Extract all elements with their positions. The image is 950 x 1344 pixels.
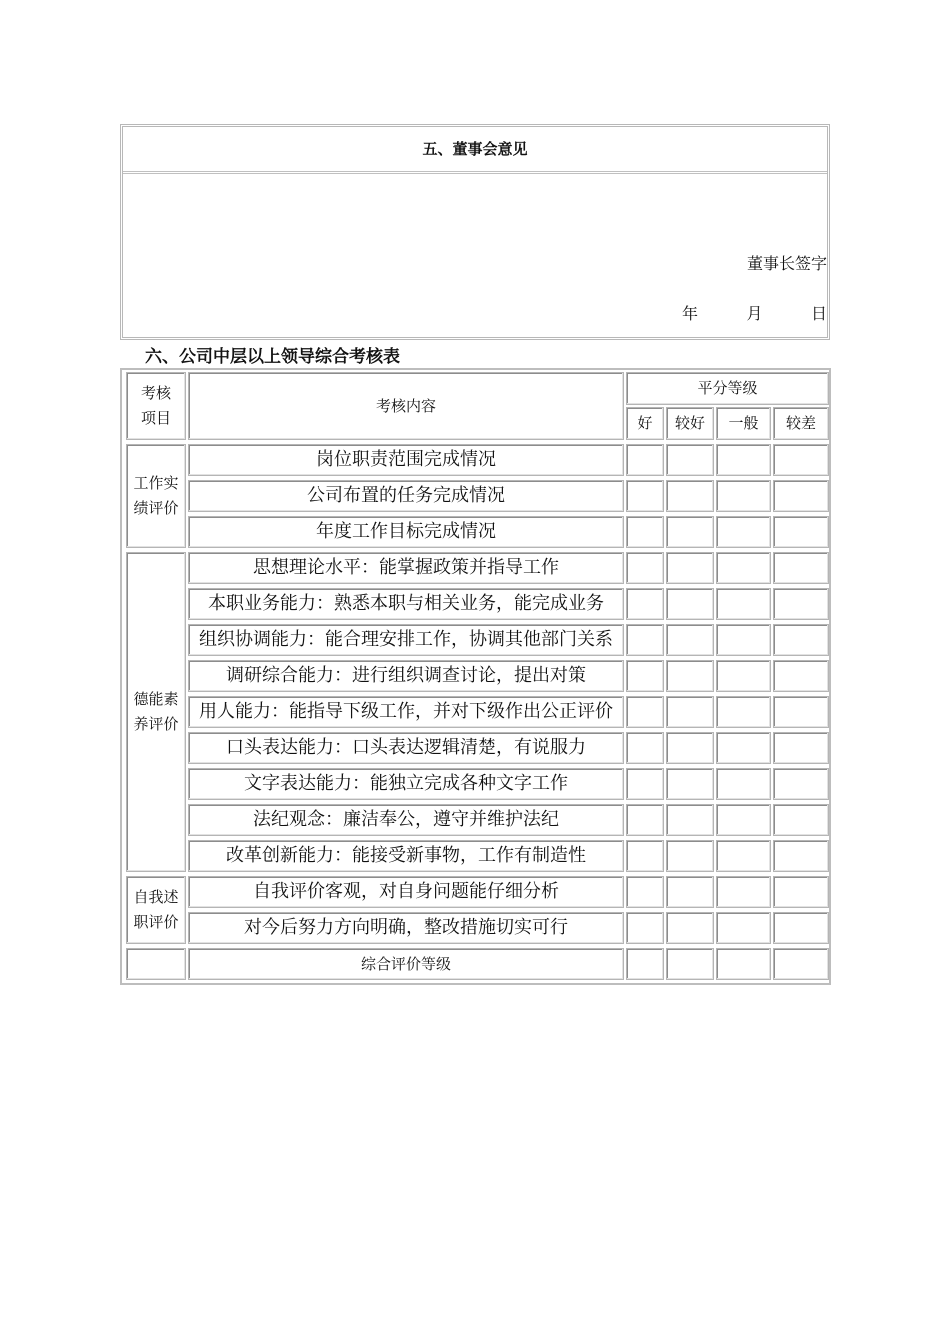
grade-cell-poor[interactable] — [773, 480, 829, 512]
date-day-label: 日 — [810, 304, 827, 323]
header-content-label: 考核内容 — [375, 396, 436, 415]
signature-date — [682, 301, 827, 324]
criterion-text: 用人能力：能指导下级工作，并对下级作出公正评价 — [199, 701, 613, 722]
section-title: 六、公司中层以上领导综合考核表 — [145, 347, 400, 367]
grade-cell-fairly-good[interactable] — [666, 912, 714, 944]
criterion-text: 调研综合能力：进行组织调查讨论，提出对策 — [226, 665, 586, 686]
summary-grade-fairly-good — [666, 948, 714, 980]
grade-cell-poor[interactable] — [773, 444, 829, 476]
evaluation-table — [120, 368, 831, 985]
date-month-label: 月 — [746, 304, 763, 323]
grade-cell-good[interactable] — [626, 660, 664, 692]
criterion-text: 组织协调能力：能合理安排工作，协调其他部门关系 — [199, 629, 613, 650]
grade-cell-poor[interactable] — [773, 804, 829, 836]
grade-cell-fairly-good[interactable] — [666, 624, 714, 656]
criterion-text: 思想理论水平：能掌握政策并指导工作 — [253, 557, 559, 578]
criterion-label — [188, 480, 624, 512]
grade-cell-fairly-good[interactable] — [666, 696, 714, 728]
grade-cell-fairly-good[interactable] — [666, 444, 714, 476]
grade-cell-fairly-good[interactable] — [666, 876, 714, 908]
grade-cell-poor[interactable] — [773, 516, 829, 548]
grade-cell-good[interactable] — [626, 840, 664, 872]
grade-cell-good[interactable] — [626, 912, 664, 944]
grade-cell-good[interactable] — [626, 768, 664, 800]
criterion-text: 对今后努力方向明确，整改措施切实可行 — [244, 917, 568, 938]
grade-cell-average[interactable] — [716, 696, 771, 728]
criterion-text: 文字表达能力：能独立完成各种文字工作 — [244, 773, 568, 794]
grade-cell-poor[interactable] — [773, 732, 829, 764]
chairman-signature-label: 董事长签字 — [746, 254, 827, 273]
grade-cell-average[interactable] — [716, 768, 771, 800]
criterion-label — [188, 444, 624, 476]
grade-cell-poor[interactable] — [773, 876, 829, 908]
criterion-label — [188, 552, 624, 584]
grade-cell-good[interactable] — [626, 804, 664, 836]
criterion-label — [188, 624, 624, 656]
grade-cell-good[interactable] — [626, 624, 664, 656]
grade-cell-average[interactable] — [716, 804, 771, 836]
group-label-performance: 工作实绩评价 — [133, 474, 179, 517]
grade-cell-poor[interactable] — [773, 912, 829, 944]
grade-cell-average[interactable] — [716, 840, 771, 872]
grade-cell-average[interactable] — [716, 876, 771, 908]
criterion-label — [188, 660, 624, 692]
grade-cell-average[interactable] — [716, 732, 771, 764]
grade-average-label: 一般 — [728, 414, 759, 432]
grade-cell-average[interactable] — [716, 912, 771, 944]
grade-cell-poor[interactable] — [773, 840, 829, 872]
grade-cell-fairly-good[interactable] — [666, 768, 714, 800]
criterion-text: 自我评价客观，对自身问题能仔细分析 — [253, 881, 559, 902]
grade-cell-average[interactable] — [716, 444, 771, 476]
grade-cell-fairly-good[interactable] — [666, 840, 714, 872]
grade-cell-fairly-good[interactable] — [666, 480, 714, 512]
criterion-label — [188, 768, 624, 800]
grade-cell-poor[interactable] — [773, 768, 829, 800]
summary-label: 综合评价等级 — [360, 954, 451, 973]
header-item-label: 考核项目 — [140, 384, 171, 427]
grade-cell-fairly-good[interactable] — [666, 552, 714, 584]
criterion-text: 岗位职责范围完成情况 — [316, 449, 496, 470]
criterion-label — [188, 876, 624, 908]
grade-cell-good[interactable] — [626, 588, 664, 620]
criterion-text: 年度工作目标完成情况 — [316, 521, 496, 542]
grade-cell-average[interactable] — [716, 624, 771, 656]
grade-cell-fairly-good[interactable] — [666, 732, 714, 764]
grade-cell-good[interactable] — [626, 696, 664, 728]
criterion-label — [188, 912, 624, 944]
date-year-label: 年 — [682, 304, 699, 323]
criterion-text: 法纪观念：廉洁奉公，遵守并维护法纪 — [253, 809, 559, 830]
grade-good-label: 好 — [637, 414, 653, 432]
grade-cell-good[interactable] — [626, 444, 664, 476]
grade-cell-average[interactable] — [716, 660, 771, 692]
criterion-text: 改革创新能力：能接受新事物，工作有制造性 — [226, 845, 586, 866]
criterion-label — [188, 516, 624, 548]
grade-poor-label: 较差 — [785, 414, 816, 432]
grade-cell-good[interactable] — [626, 480, 664, 512]
criterion-label — [188, 840, 624, 872]
header-score-label: 平分等级 — [697, 379, 758, 397]
summary-grade-good — [626, 948, 664, 980]
grade-cell-good[interactable] — [626, 732, 664, 764]
grade-fairly-good-label: 较好 — [674, 414, 705, 432]
grade-cell-average[interactable] — [716, 588, 771, 620]
grade-cell-poor[interactable] — [773, 660, 829, 692]
group-label-competency: 德能素养评价 — [133, 690, 179, 733]
criterion-label — [188, 696, 624, 728]
grade-cell-fairly-good[interactable] — [666, 660, 714, 692]
grade-cell-fairly-good[interactable] — [666, 516, 714, 548]
summary-grade-average — [716, 948, 771, 980]
grade-cell-poor[interactable] — [773, 624, 829, 656]
summary-grade-poor — [773, 948, 829, 980]
board-opinion-title: 五、董事会意见 — [123, 127, 827, 174]
criterion-label — [188, 804, 624, 836]
grade-cell-fairly-good[interactable] — [666, 804, 714, 836]
grade-cell-good[interactable] — [626, 516, 664, 548]
criterion-text: 口头表达能力：口头表达逻辑清楚，有说服力 — [226, 737, 586, 758]
grade-cell-average[interactable] — [716, 552, 771, 584]
grade-cell-poor[interactable] — [773, 588, 829, 620]
grade-cell-fairly-good[interactable] — [666, 588, 714, 620]
criterion-label — [188, 732, 624, 764]
grade-cell-average[interactable] — [716, 480, 771, 512]
grade-cell-average[interactable] — [716, 516, 771, 548]
grade-cell-good[interactable] — [626, 552, 664, 584]
group-label-self-review: 自我述职评价 — [133, 888, 179, 931]
criterion-text: 公司布置的任务完成情况 — [307, 485, 505, 506]
criterion-text: 本职业务能力：熟悉本职与相关业务，能完成业务 — [208, 593, 604, 614]
criterion-label — [188, 588, 624, 620]
summary-item-cell — [126, 948, 186, 980]
grade-cell-good[interactable] — [626, 876, 664, 908]
board-opinion-box — [120, 124, 830, 340]
grade-cell-poor[interactable] — [773, 696, 829, 728]
grade-cell-poor[interactable] — [773, 552, 829, 584]
